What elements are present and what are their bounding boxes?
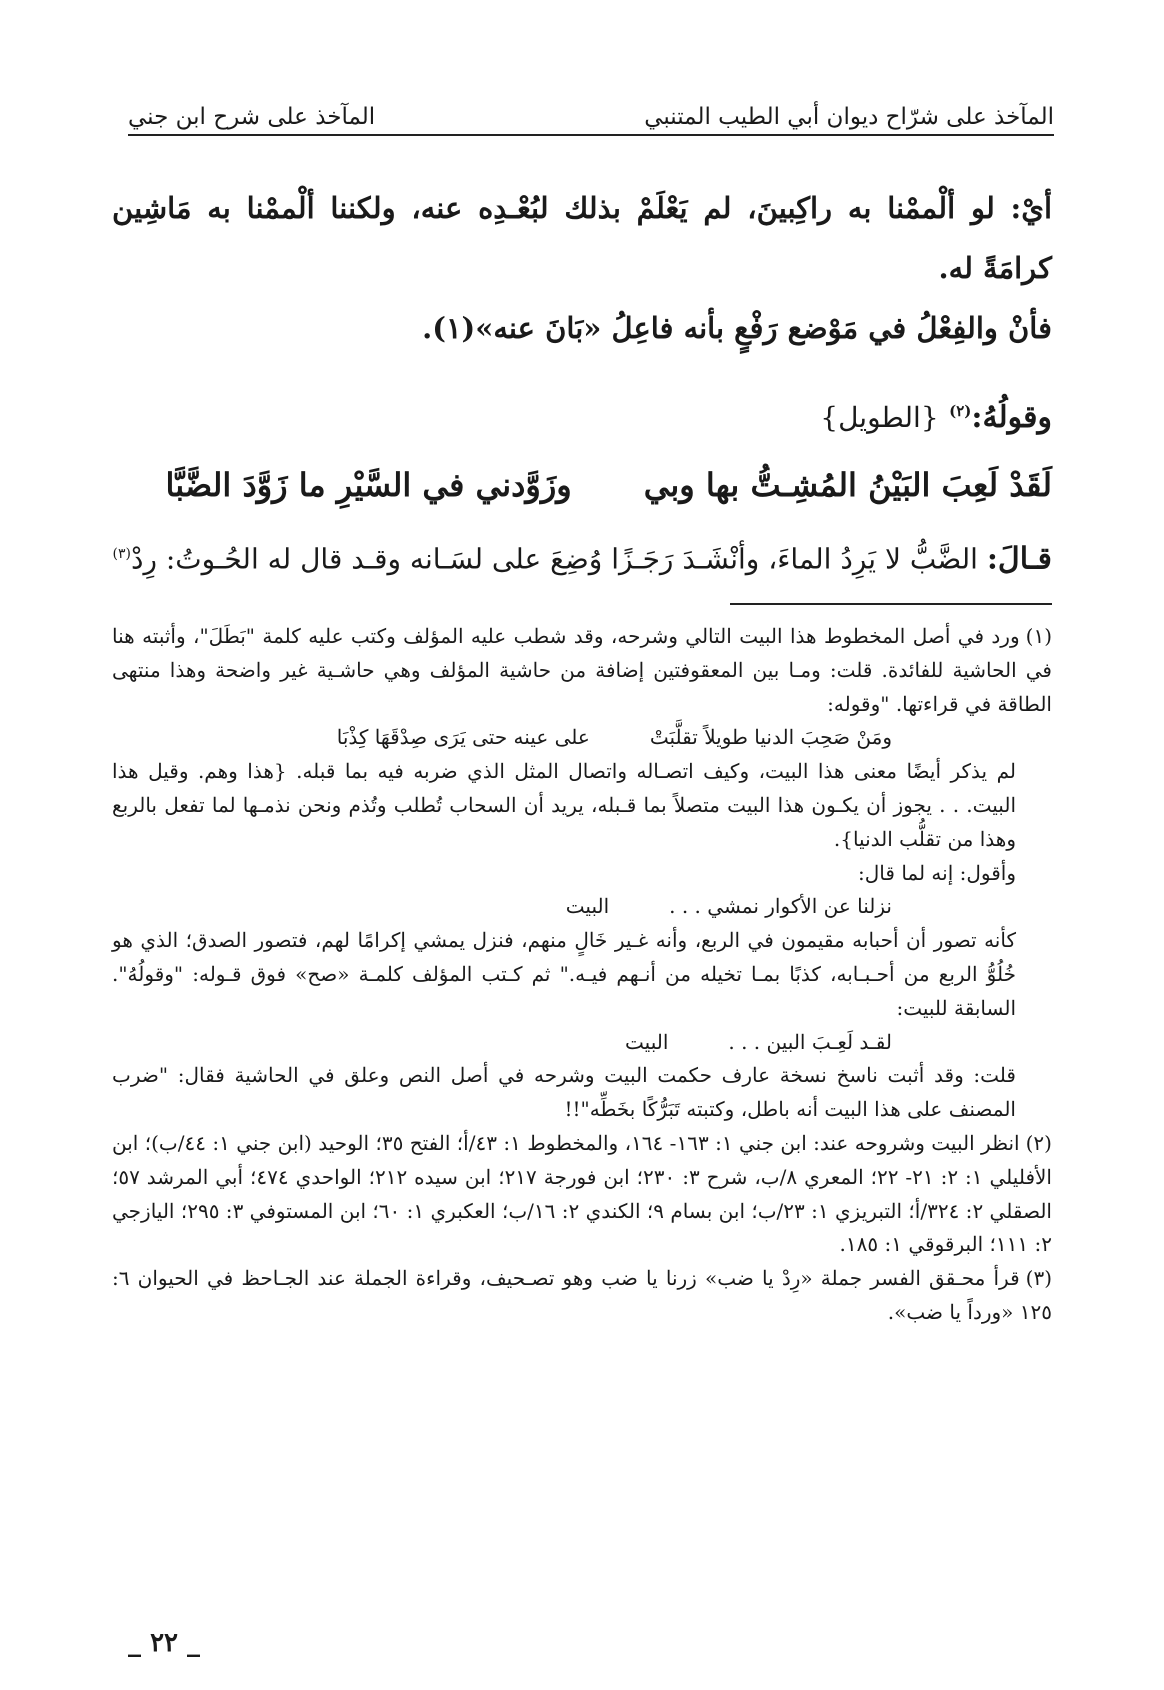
body-line-1: أيْ: لو ألْممْنا به راكِبينَ، لم يَعْلَمْ بذلك لبُعْـدِه عنه، ولكننا ألْممْنا به مَاشِين كرامَةً له.	[112, 191, 1052, 285]
footnote-number: (٣)	[1025, 1266, 1053, 1291]
footnote-2	[112, 1127, 1052, 1262]
poem-hemistich: ومَنْ صَحِبَ الدنيا طويلاً تقلَّبَتْ	[649, 725, 892, 750]
header-book-title: المآخذ على شرّاح ديوان أبي الطيب المتنبي	[644, 104, 1054, 130]
verse-intro	[112, 388, 1052, 441]
header-rule	[128, 134, 1054, 136]
poem-hemistich: البيت	[625, 1029, 669, 1054]
footnote-ref-2[interactable]: (٢)	[949, 402, 972, 420]
body-line-2: فأنْ والفِعْلُ في مَوْضع رَفْعٍ بأنه فاعِلُ «بَانَ عنه»(١).	[422, 311, 1052, 345]
running-header	[128, 92, 1054, 132]
qala-label: قـالَ:	[986, 541, 1052, 577]
footnote-paragraph: وأقول: إنه لما قال:	[858, 860, 1016, 885]
poetic-meter: {الطويل}	[820, 401, 939, 434]
footnote-text: ورد في أصل المخطوط هذا البيت التالي وشرحه، وقد شطب عليه المؤلف وكتب عليه كلمة "بَطَلَ"، وأثبته هنا في الحاشية للفائدة. قلت: ومـا بين المعقوفتين إضافة من حاشية المؤلف وهي حاشـية غير واضحة وهذا منتهى الطاقة في قراءتها. "وقوله:	[112, 624, 1052, 716]
footnote-paragraph: كأنه تصور أن أحبابه مقيمون في الربع، وأنه غـير خَالٍ منهم، فنزل يمشي إكرامًا لهم، فتصور الصدق؛ الذي هو خُلُوُّ الربع من أحـبـابه، كذبًا بمـا تخيله من أنـهم فيـه." ثم كـتب المؤلف كلمـة «صح» فوق قـوله: "وقولُهُ". السابقة للبيت:	[112, 928, 1016, 1020]
footnote-ref-3[interactable]: (٣)	[112, 546, 131, 562]
footnote-3	[112, 1262, 1052, 1330]
second-hemistich: وزَوَّدني في السَّيْرِ ما زَوَّدَ الضَّبَّا	[165, 466, 572, 504]
page-number: _ ٢٢ _	[128, 1628, 201, 1658]
poem-hemistich: نزلنا عن الأكوار نمشي . . .	[669, 894, 892, 919]
poem-hemistich: البيت	[565, 894, 610, 919]
footnote-poem-line	[112, 890, 1052, 924]
poem-hemistich: لقـد لَعِـبَ البين . . .	[728, 1029, 892, 1054]
footnote-poem-line	[112, 721, 1052, 755]
first-hemistich: لَقَدْ لَعِبَ البَيْنُ المُشِـتُّ بها وبي	[643, 466, 1052, 504]
footnote-separator	[730, 603, 1052, 605]
header-chapter-title: المآخذ على شرح ابن جني	[128, 104, 376, 130]
poem-verse	[112, 460, 1052, 510]
main-text	[112, 178, 1052, 358]
footnote-poem-line	[112, 1026, 1052, 1060]
footnote-paragraph: لم يذكر أيضًا معنى هذا البيت، وكيف اتصـاله واتصال المثل الذي ضربه فيه بما قبله. {هذا وهم. وقيل هذا البيت. . . يجوز أن يكـون هذا البيت متصلاً بما قـبله، يريد أن السحاب تُطلب وتُذم ونحن نذمـها لما تفعل بالربع وهذا من تقلُّب الدنيا}.	[112, 759, 1016, 851]
footnote-paragraph: قلت: وقد أثبت ناسخ نسخة عارف حكمت البيت وشرحه في أصل النص وعلق في الحاشية فقال: "ضرب المصنف على هذا البيت أنه باطل، وكتبته تَبَرُّكًا بخَطِّه"!!	[112, 1063, 1016, 1122]
footnote-number: (٢)	[1025, 1130, 1052, 1155]
footnote-1	[112, 620, 1052, 721]
footnote-text: قرأ محـقق الفسر جملة «رِدْ يا ضب» زرنا يا ضب وهو تصـحيف، وقراءة الجملة عند الجـاحظ في الحيوان ٦: ١٢٥ «ورداً يا ضب».	[112, 1266, 1052, 1324]
poem-hemistich: على عينه حتى يَرَى صِدْقَهَا كِذْبَا	[336, 725, 590, 750]
commentary-text: الضَّبُّ لا يَرِدُ الماءَ، وأنْشَـدَ رَجَـزًا وُضِعَ على لسَـانه وقـد قال له الحُـوتُ: رِدْ	[130, 542, 978, 576]
footnote-text: انظر البيت وشروحه عند: ابن جني ١: ١٦٣- ١٦٤، والمخطوط ١: ٤٣/أ؛ الفتح ٣٥؛ الوحيد (ابن جني ١: ٤٤/ب)؛ ابن الأفليلي ١: ٢: ٢١- ٢٢؛ المعري ٨/ب، شرح ٣: ٢٣٠؛ ابن فورجة ٢١٧؛ ابن سيده ٢١٢؛ الواحدي ٤٧٤؛ أبي المرشد ٥٧؛ الصقلي ٢: ٣٢٤/أ؛ التبريزي ١: ٢٣/ب؛ ابن بسام ٩؛ الكندي ٢: ١٦/ب؛ العكبري ١: ٦٠؛ ابن المستوفي ٣: ٢٩٥؛ اليازجي ٢: ١١١؛ البرقوقي ١: ١٨٥.	[112, 1130, 1052, 1257]
footnote-number: (١)	[1025, 624, 1052, 648]
verse-intro-label: وقولُهُ:	[971, 400, 1052, 435]
commentary-line	[112, 530, 1052, 583]
footnotes	[112, 620, 1052, 1330]
